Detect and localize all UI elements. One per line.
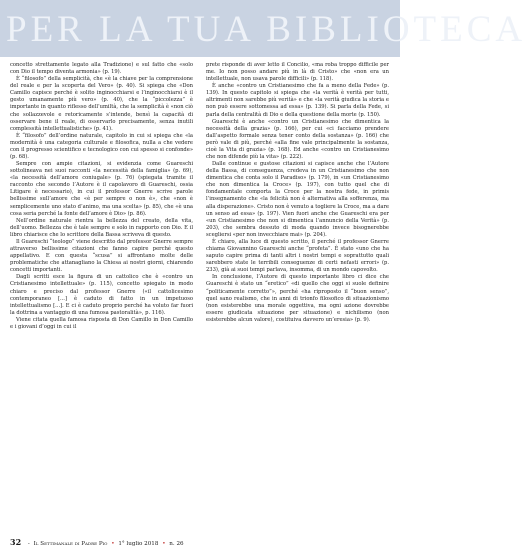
paragraph: È “filosofo” della semplicità, che «è la chiave per la comprensione del reale e per la scoperta del Vero» (p. 40). Si spiega che «Don Camillo capisce perché è solito inginocchiarsi e l’inginocchiarsi è il gesto umanamente più vero» (p. 40), che la “piccolezza” è importante in quanto riflesso dell’umiltà, che la semplicità è «non ciò che sollazzevole e retoricamente s’intende, bensì la capacità di osservare bene il reale, di osservarlo precisamente, senza inutili complessità intellettualistiche» (p. 41). [10,76,193,132]
paragraph: Il Guareschi “teologo” viene descritto dal professor Gnerre sempre attraverso bellissime citazioni che fanno capire perché questo appellativo. E con questa “scusa” si affrontano molte delle problematiche che attanagliano la Chiesa ai nostri giorni, chiarendo concetti importanti. [10,238,193,274]
left-column [10,62,193,532]
banner-title: PER LA TUA BIBLIOTECA [6,9,526,50]
paragraph: In conclusione, l’Autore di questo importante libro ci dice che Guareschi è stato un “eretico” «di quello che oggi si suole definire “politicamente corretto”», perché «ha riproposto il “buon senso”, quel sano realismo, che in anni di trionfo filosofico di situazionismo (non esisterebbe una morale oggettiva, ma ogni azione dovrebbe essere giudicata situazione per situazione) e nichilismo (non esisterebbe alcun valore), costituiva davvero un’eresia» (p. 9). [206,274,389,323]
right-column [206,62,389,532]
paragraph: prete risponde di aver letto il Concilio, «ma roba troppo difficile per me. Io non posso andare più in là di Cristo» che «non era un intellettuale, non usava parole difficili» (p. 118). [206,62,389,83]
paragraph: Viene citata quella famosa risposta di Don Camillo in Don Camillo e i giovani d’oggi in cui il [10,316,193,330]
paragraph: concetto strettamente legato alla Tradizione) e sul fatto che «solo con Dio il tempo diventa armonia» (p. 19). [10,62,193,76]
paragraph: Sempre con ampie citazioni, si evidenzia come Guareschi sottolineava nei suoi racconti «la necessità della famiglia» (p. 69), «la necessità dell’amore coniugale» (p. 76) (spiegata tramite il racconto che secondo l’Autore è il capolavoro di Guareschi, ossia Litigare è necessario), in cui il professor Gnerre scrive parole bellissime sull’amore che «è per sempre o non è», che «non è semplicemente uno stato d’animo, ma una scelta» (p. 85), che «è una cosa seria perché la fonte dell’amore è Dio» (p. 86). [10,161,193,217]
paragraph: Dalle continue e gustose citazioni si capisce anche che l’Autore della Bassa, di conseguenza, credeva in un Cristianesimo che non dimentica che conta solo il Paradiso» (p. 179), in «un Cristianesimo che non dimentica la Croce» (p. 197), con tutto quel che di fondamentale comporta la Croce per la nostra fede, in primis l’insegnamento che «la felicità non è alternativa alla sofferenza, ma alla disperazione». Cristo non è venuto a togliere la Croce, ma a dare un senso ad essa» (p. 197). Vien fuori anche che Guareschi era per «un Cristianesimo che non si dimentica l’annuncio della Verità» (p. 203), che sembra dessuto di moda quando invece bisognerebbe scegliersi «per non invecchiare mai» (p. 204). [206,161,389,238]
article-body [0,62,400,532]
journal-name: Il Settimanale di Padre Pio [33,541,108,547]
page-footer [10,538,390,548]
paragraph: Dagli scritti esce la figura di un cattolico che è «contro un Cristianesimo intellettuale» (p. 115), concetto spiegato in modo chiaro e preciso dal professor Gnerre («il cattolicesimo contemporaneo [...] è caduto di fatto in un impetuoso intellettualismo [...]. E ci è caduto proprio perché ha voluto far fuori la dottrina a vantaggio di una fumosa pastoralità», p. 116). [10,274,193,316]
issue-date: 1° luglio 2018 [118,541,159,547]
paragraph: Nell’ordine naturale rientra la bellezza del creato, della vita, dell’uomo. Bellezza che è tale sempre e solo in rapporto con Dio. E il libro chiarisce che lo scrittore della Bassa scriveva di questo. [10,217,193,238]
paragraph: Guareschi è anche «contro un Cristianesimo che dimentica la necessità della grazia» (p. 166), per cui «ci facciamo prendere dall’aspetto formale senza tener conto della sostanza» (p. 166) che però vale di più, perché «alla fine vale principalmente la sostanza, cioè la Vita di grazia» (p. 168). Ed anche «contro un Cristianesimo che non difende più la vita» (p. 222). [206,118,389,161]
paragraph: È chiaro, alla luce di questo scritto, il perché il professor Gnerre chiama Giovannino Guareschi anche “profeta”. È stato «uno che ha saputo capire prima di tanti altri i nostri tempi e soprattutto quali sarebbero state le terribili conseguenze di certi nefasti errori» (p. 233), già ai suoi tempi parlava, insomma, di un mondo capovolto. [206,238,389,274]
issue-number: n. 26 [169,541,184,547]
footer-bullet: • [111,541,115,547]
section-banner [0,0,526,57]
footer-separator: - [27,541,30,547]
footer-bullet: • [162,541,166,547]
page-number: 32 [10,537,22,547]
paragraph: È anche «contro un Cristianesimo che fa a meno della Fede» (p. 139). In questo capitolo si spiega che «la verità è verità per tutti, altrimenti non sarebbe più verità» e che «la verità giudica la storia e non può essere sottomessa ad essa» (p. 139). Si parla della Fede, si parla della centralità di Dio e della questione della morte (p. 150). [206,83,389,118]
paragraph: È “filosofo” dell’ordine naturale, capitolo in cui si spiega che «la modernità è una categoria culturale e filosofica, nulla a che vedere con il progresso scientifico e tecnologico con cui spesso si confonde» (p. 68). [10,132,193,161]
